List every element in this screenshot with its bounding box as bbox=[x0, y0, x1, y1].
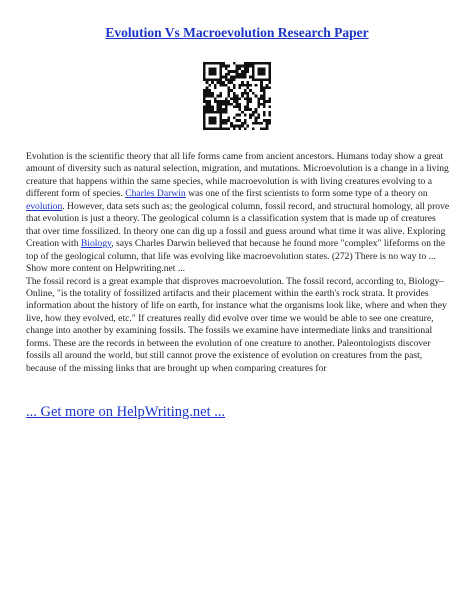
link-evolution[interactable]: evolution bbox=[26, 200, 63, 212]
paragraph-1-text-c: . However, data sets such as; the geological column, fossil record, and structural homology, all prove that evolution is just a theory. The geological column is a classification system that is made up of creatures that over time fossilized. In theory one can dig up a fossil and guess around what time it was alive. Exploring Creation with bbox=[26, 200, 450, 250]
document-body bbox=[26, 151, 452, 375]
paragraph-1-text-d: , says Charles Darwin believed that because he found more "complex" lifeforms on the top of the geological column, that life was evolving like macroevolution states. (272) There is no way to ... Show more content on Helpwriting.net ... bbox=[26, 238, 446, 275]
paragraph-1 bbox=[26, 151, 452, 276]
paragraph-1-text-b: was one of the first scientists to form some type of a theory on bbox=[185, 188, 428, 200]
paragraph-1-text-a: Evolution is the scientific theory that all life forms came from ancient ancestors. Humans today show a great amount of diversity such as natural selection, migration, and mutations. Microevolution is a change in a living creature that happens within the same species, while macroevolution is with living creatures evolving to a different form of species. bbox=[26, 151, 449, 200]
qr-code-icon bbox=[203, 62, 271, 130]
link-charles-darwin[interactable]: Charles Darwin bbox=[125, 188, 186, 200]
paragraph-2: The fossil record is a great example that disproves macroevolution. The fossil record, according to, Biology–Online, "is the totality of fossilized artifacts and their placement within the earth's rock strata. It provides information about the history of life on earth, for instance what the organisms look like, where and when they live, how they evolved, etc." If creatures really did evolve over time we would be able to see one creature, change into another by examining fossils. The fossils we examine have intermediate links and transitional forms. These are the records in between the evolution of one creature to another. Paleontologists discover fossils all around the world, but still cannot prove the existence of evolution on creatures from the past, because of the missing links that are brought up when comparing creatures for bbox=[26, 275, 447, 374]
get-more-link[interactable]: ... Get more on HelpWriting.net ... bbox=[26, 404, 226, 420]
document-title-link[interactable]: Evolution Vs Macroevolution Research Paper bbox=[105, 25, 369, 40]
link-biology[interactable]: Biology bbox=[80, 238, 112, 250]
